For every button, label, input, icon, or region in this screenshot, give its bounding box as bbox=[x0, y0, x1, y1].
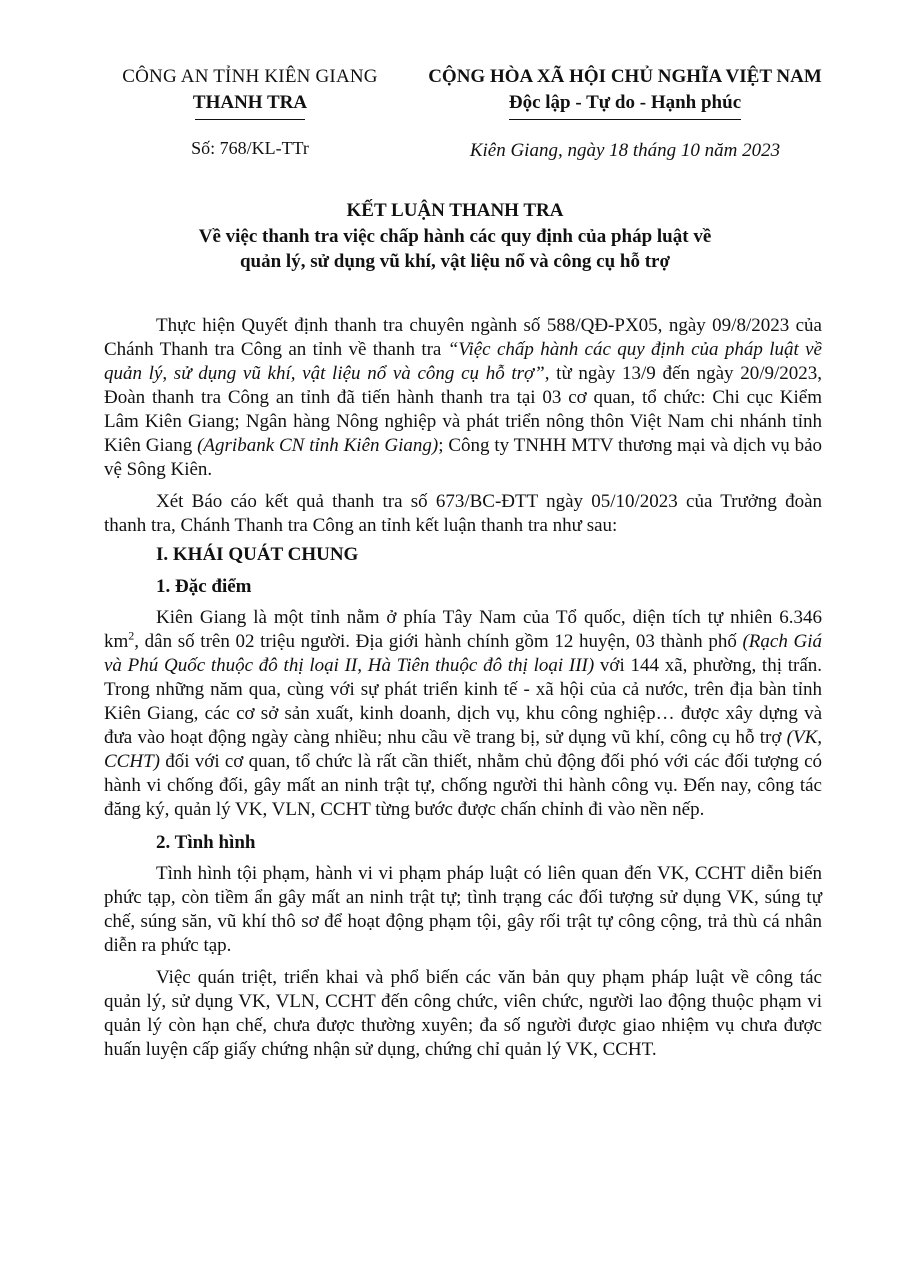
intro-text: , từ ngày 13/9 đến ngày 20/9/2023, Đoàn thanh tra Công an tỉnh đã tiến hành thanh tra tại 03 cơ quan, tổ chức: Chi cục Kiểm Lâm Kiên Giang; Ngân hàng Nông nghiệp và phát triển nông thôn Việt Nam chi nhánh tỉnh Kiên Giang bbox=[104, 363, 822, 456]
agency-name: CÔNG AN TỈNH KIÊN GIANG bbox=[122, 66, 378, 87]
title-block bbox=[130, 198, 780, 274]
intro-text: ; Công ty TNHH MTV thương mại và dịch vụ bảo vệ Sông Kiên. bbox=[104, 435, 822, 480]
abbreviation: (VK, CCHT) bbox=[104, 727, 822, 772]
place-date: Kiên Giang, ngày 18 tháng 10 năm 2023 bbox=[469, 140, 781, 161]
section-heading: I. KHÁI QUÁT CHUNG bbox=[156, 544, 359, 565]
national-header-block bbox=[390, 64, 860, 116]
inspection-subject: “Việc chấp hành các quy định của pháp luật về quản lý, sử dụng vũ khí, vật liệu nổ và công cụ hỗ trợ” bbox=[104, 339, 822, 384]
intro-text: Thực hiện Quyết định thanh tra chuyên ngành số 588/QĐ-PX05, ngày 09/8/2023 của Chánh Thanh tra Công an tỉnh về thanh tra bbox=[104, 315, 822, 360]
department-name: THANH TRA bbox=[193, 90, 307, 116]
agribank-abbrev: (Agribank CN tỉnh Kiên Giang) bbox=[197, 435, 439, 456]
city-classification: (Rạch Giá và Phú Quốc thuộc đô thị loại II, Hà Tiên thuộc đô thị loại III) bbox=[104, 631, 822, 676]
body-text: , dân số trên 02 triệu người. Địa giới hành chính gồm 12 huyện, 03 thành phố bbox=[134, 631, 743, 652]
document-subtitle-line1: Về việc thanh tra việc chấp hành các quy định của pháp luật về bbox=[198, 226, 712, 247]
document-subtitle-line2: quản lý, sử dụng vũ khí, vật liệu nổ và công cụ hỗ trợ bbox=[239, 251, 670, 272]
subsection-heading-situation: 2. Tình hình bbox=[156, 832, 256, 853]
intro-paragraph-1 bbox=[104, 314, 822, 482]
characteristics-paragraph bbox=[104, 606, 822, 822]
body-text: Kiên Giang là một tỉnh nằm ở phía Tây Nam của Tổ quốc, diện tích tự nhiên 6.346 km bbox=[104, 607, 822, 652]
intro-paragraph-2: Xét Báo cáo kết quả thanh tra số 673/BC-ĐTT ngày 05/10/2023 của Trưởng đoàn thanh tra, Chánh Thanh tra Công an tỉnh kết luận thanh tra như sau: bbox=[104, 491, 822, 536]
situation-paragraph-1: Tình hình tội phạm, hành vi vi phạm pháp luật có liên quan đến VK, CCHT diễn biến phức tạp, còn tiềm ẩn gây mất an ninh trật tự; tình trạng các đối tượng sử dụng VK, súng tự chế, súng săn, vũ khí thô sơ để hoạt động phạm tội, gây rối trật tự công cộng, trả thù cá nhân diễn ra phức tạp. bbox=[104, 863, 822, 956]
subsection-heading-characteristics: 1. Đặc điểm bbox=[156, 576, 252, 597]
document-title: KẾT LUẬN THANH TRA bbox=[346, 200, 564, 221]
situation-paragraph-2: Việc quán triệt, triển khai và phổ biến các văn bản quy phạm pháp luật về công tác quản lý, sử dụng VK, VLN, CCHT đến công chức, viên chức, người lao động thuộc phạm vi quản lý còn hạn chế, chưa được thường xuyên; đa số người được giao nhiệm vụ chưa được huấn luyện cấp giấy chứng nhận sử dụng, chứng chỉ quản lý VK, CCHT. bbox=[104, 967, 822, 1060]
body-text: đối với cơ quan, tổ chức là rất cần thiết, nhằm chủ động đối phó với các đối tượng có hành vi chống đối, gây mất an ninh trật tự, chống người thi hành công vụ. Đến nay, công tác đăng ký, quản lý VK, VLN, CCHT từng bước được chấn chỉnh đi vào nền nếp. bbox=[104, 751, 822, 820]
superscript: 2 bbox=[128, 628, 135, 643]
document-body bbox=[104, 314, 822, 1070]
issuing-agency-block bbox=[100, 64, 400, 116]
document-number: Số: 768/KL-TTr bbox=[191, 138, 309, 158]
national-title: CỘNG HÒA XÃ HỘI CHỦ NGHĨA VIỆT NAM bbox=[428, 66, 822, 87]
national-motto: Độc lập - Tự do - Hạnh phúc bbox=[509, 90, 741, 116]
body-text: với 144 xã, phường, thị trấn. Trong những năm qua, cùng với sự phát triển kinh tế - xã hội của cả nước, trên địa bàn tỉnh Kiên Giang, các cơ sở sản xuất, kinh doanh, dịch vụ, khu công nghiệp… được xây dựng và đưa vào hoạt động ngày càng nhiều; nhu cầu về trang bị, sử dụng vũ khí, công cụ hỗ trợ bbox=[104, 655, 822, 748]
